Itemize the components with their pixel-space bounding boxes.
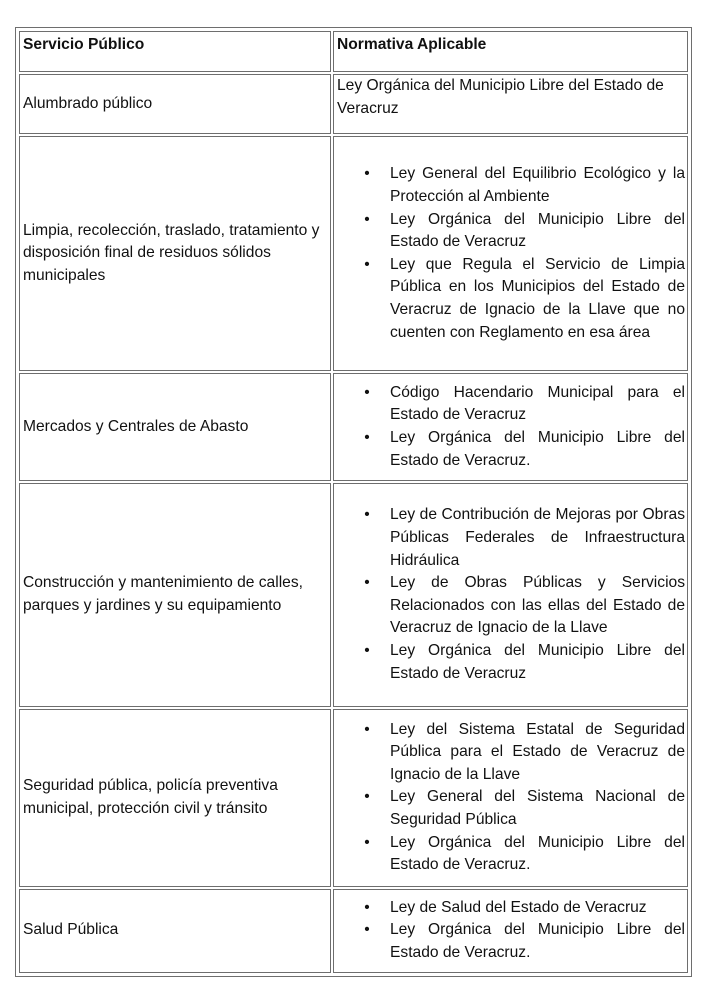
bullet-icon: • — [364, 641, 370, 659]
table-row — [19, 483, 688, 707]
service-cell: Construcción y mantenimiento de calles, parques y jardines y su equipamiento — [19, 483, 331, 707]
header-servicio-publico: Servicio Público — [19, 31, 331, 72]
law-text: Ley de Salud del Estado de Veracruz — [390, 898, 647, 916]
list-item — [364, 504, 685, 572]
regulation-cell — [333, 483, 688, 707]
bullet-icon: • — [364, 165, 370, 183]
list-item — [364, 163, 685, 208]
law-list — [337, 504, 685, 685]
law-text: Código Hacendario Municipal para el Estado de Veracruz — [390, 383, 685, 424]
regulation-cell — [333, 136, 688, 371]
list-item — [364, 832, 685, 877]
bullet-icon: • — [364, 788, 370, 806]
table-header-row — [19, 31, 688, 72]
law-list — [337, 382, 685, 472]
list-item — [364, 254, 685, 344]
bullet-icon: • — [364, 574, 370, 592]
law-text: Ley de Contribución de Mejoras por Obras Públicas Federales de Infraestructura Hidráulica — [390, 506, 685, 569]
law-text: Ley Orgánica del Municipio Libre del Estado de Veracruz. — [390, 921, 685, 962]
bullet-icon: • — [364, 833, 370, 851]
service-cell: Salud Pública — [19, 889, 331, 973]
list-item — [364, 897, 685, 920]
list-item — [364, 572, 685, 640]
bullet-icon: • — [364, 255, 370, 273]
list-item — [364, 919, 685, 964]
services-regulation-table — [17, 29, 690, 975]
law-text: Ley Orgánica del Municipio Libre del Estado de Veracruz. — [390, 429, 685, 469]
bullet-icon: • — [364, 429, 370, 447]
list-item — [364, 786, 685, 831]
law-text: Ley General del Equilibrio Ecológico y la Protección al Ambiente — [390, 165, 685, 205]
list-item — [364, 382, 685, 427]
law-list — [337, 897, 685, 965]
list-item — [364, 427, 685, 472]
law-text: Ley de Obras Públicas y Servicios Relacionados con las ellas del Estado de Veracruz de Ignacio de la Llave — [390, 574, 685, 637]
law-list — [337, 719, 685, 877]
regulation-cell — [333, 889, 688, 973]
bullet-icon: • — [364, 720, 370, 738]
regulation-cell — [333, 373, 688, 480]
table-row — [19, 74, 688, 134]
list-item — [364, 640, 685, 685]
table-row — [19, 889, 688, 973]
regulation-cell — [333, 709, 688, 887]
regulation-cell — [333, 74, 688, 134]
law-list — [337, 163, 685, 344]
regulation-text: Ley Orgánica del Municipio Libre del Estado de Veracruz — [337, 77, 664, 117]
list-item — [364, 719, 685, 787]
table-row — [19, 709, 688, 887]
law-text: Ley Orgánica del Municipio Libre del Estado de Veracruz — [390, 641, 685, 682]
header-normativa-aplicable: Normativa Aplicable — [333, 31, 688, 72]
bullet-icon: • — [364, 921, 370, 939]
bullet-icon: • — [364, 210, 370, 228]
law-text: Ley Orgánica del Municipio Libre del Estado de Veracruz — [390, 210, 685, 251]
table-row — [19, 373, 688, 480]
service-cell: Mercados y Centrales de Abasto — [19, 373, 331, 480]
law-text: Ley que Regula el Servicio de Limpia Pública en los Municipios del Estado de Veracruz de Ignacio de la Llave que no cuenten con Reglamento en esa área — [390, 255, 685, 341]
bullet-icon: • — [364, 506, 370, 524]
law-text: Ley Orgánica del Municipio Libre del Estado de Veracruz. — [390, 833, 685, 874]
law-text: Ley General del Sistema Nacional de Seguridad Pública — [390, 788, 685, 828]
law-text: Ley del Sistema Estatal de Seguridad Pública para el Estado de Veracruz de Ignacio de la Llave — [390, 720, 685, 783]
service-cell: Seguridad pública, policía preventiva municipal, protección civil y tránsito — [19, 709, 331, 887]
table-row — [19, 136, 688, 371]
list-item — [364, 209, 685, 254]
service-cell: Alumbrado público — [19, 74, 331, 134]
bullet-icon: • — [364, 898, 370, 916]
service-cell: Limpia, recolección, traslado, tratamiento y disposición final de residuos sólidos municipales — [19, 136, 331, 371]
bullet-icon: • — [364, 383, 370, 401]
